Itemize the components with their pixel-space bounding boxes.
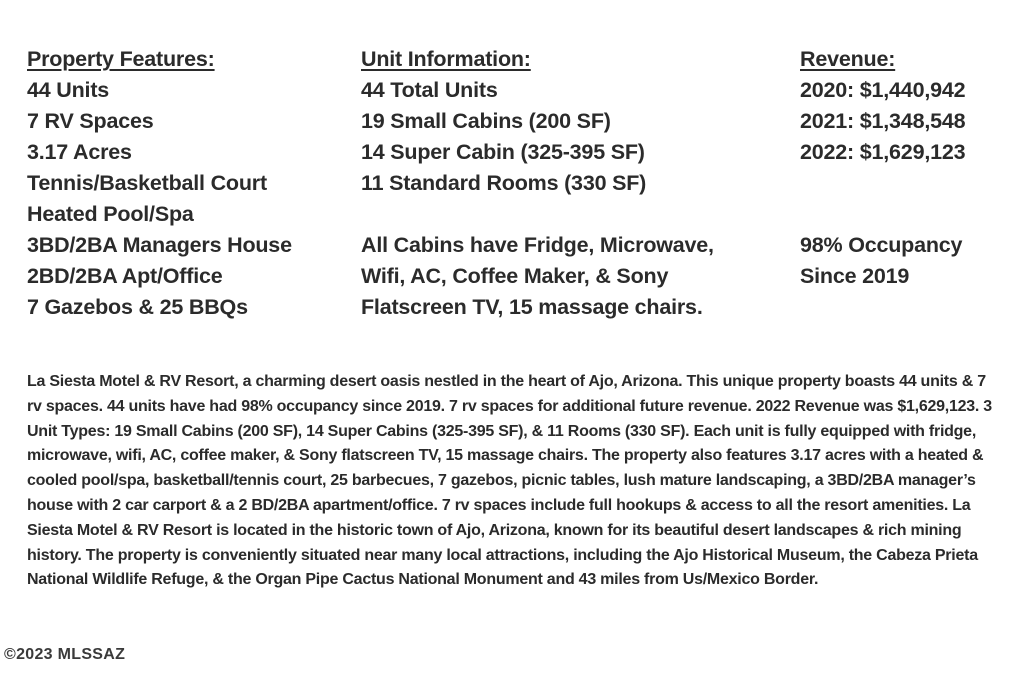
feature-item: Tennis/Basketball Court <box>27 171 267 195</box>
feature-item: Heated Pool/Spa <box>27 202 194 226</box>
feature-item: 7 RV Spaces <box>27 109 154 133</box>
unit-item: 14 Super Cabin (325-395 SF) <box>361 140 645 164</box>
property-features-column <box>27 44 292 323</box>
property-description: La Siesta Motel & RV Resort, a charming desert oasis nestled in the heart of Ajo, Arizona. This unique property boasts 44 units & 7 rv spaces. 44 units have had 98% occupancy since 2019. 7 rv spaces for additional future revenue. 2022 Revenue was $1,629,123. 3 Unit Types: 19 Small Cabins (200 SF), 14 Super Cabins (325-395 SF), & 11 Rooms (330 SF). Each unit is fully equipped with fridge, microwave, wifi, AC, coffee maker, & Sony flatscreen TV, 15 massage chairs. The property also features 3.17 acres with a heated & cooled pool/spa, basketball/tennis court, 25 barbecues, 7 gazebos, picnic tables, lush mature landscaping, a 3BD/2BA manager’s house with 2 car carport & a 2 BD/2BA apartment/office. 7 rv spaces include full hookups & access to all the resort amenities. La Siesta Motel & RV Resort is located in the historic town of Ajo, Arizona, known for its beautiful desert landscapes & rich mining history. The property is conveniently situated near many local attractions, including the Ajo Historical Museum, the Cabeza Prieta National Wildlife Refuge, & the Organ Pipe Cactus National Monument and 43 miles from Us/Mexico Border. <box>27 373 992 589</box>
revenue-item: 2020: $1,440,942 <box>800 78 966 102</box>
unit-item: 11 Standard Rooms (330 SF) <box>361 171 647 195</box>
revenue-item: 2021: $1,348,548 <box>800 109 966 133</box>
feature-item: 2BD/2BA Apt/Office <box>27 264 223 288</box>
revenue-item: 2022: $1,629,123 <box>800 140 966 164</box>
feature-item: 44 Units <box>27 78 110 102</box>
feature-item: 7 Gazebos & 25 BBQs <box>27 295 248 319</box>
spacer <box>361 199 714 230</box>
revenue-column <box>800 44 965 292</box>
revenue-heading: Revenue: <box>800 47 896 71</box>
unit-item: 44 Total Units <box>361 78 498 102</box>
property-features-heading: Property Features: <box>27 47 215 71</box>
spacer <box>800 199 965 230</box>
unit-item: 19 Small Cabins (200 SF) <box>361 109 611 133</box>
occupancy-line: Since 2019 <box>800 264 910 288</box>
spacer <box>800 168 965 199</box>
unit-information-heading: Unit Information: <box>361 47 531 71</box>
feature-item: 3BD/2BA Managers House <box>27 233 292 257</box>
amenities-line: Flatscreen TV, 15 massage chairs. <box>361 295 703 319</box>
copyright-notice: ©2023 MLSSAZ <box>4 646 126 663</box>
feature-item: 3.17 Acres <box>27 140 132 164</box>
amenities-line: All Cabins have Fridge, Microwave, <box>361 233 714 257</box>
occupancy-line: 98% Occupancy <box>800 233 963 257</box>
unit-information-column <box>361 44 714 323</box>
amenities-line: Wifi, AC, Coffee Maker, & Sony <box>361 264 669 288</box>
